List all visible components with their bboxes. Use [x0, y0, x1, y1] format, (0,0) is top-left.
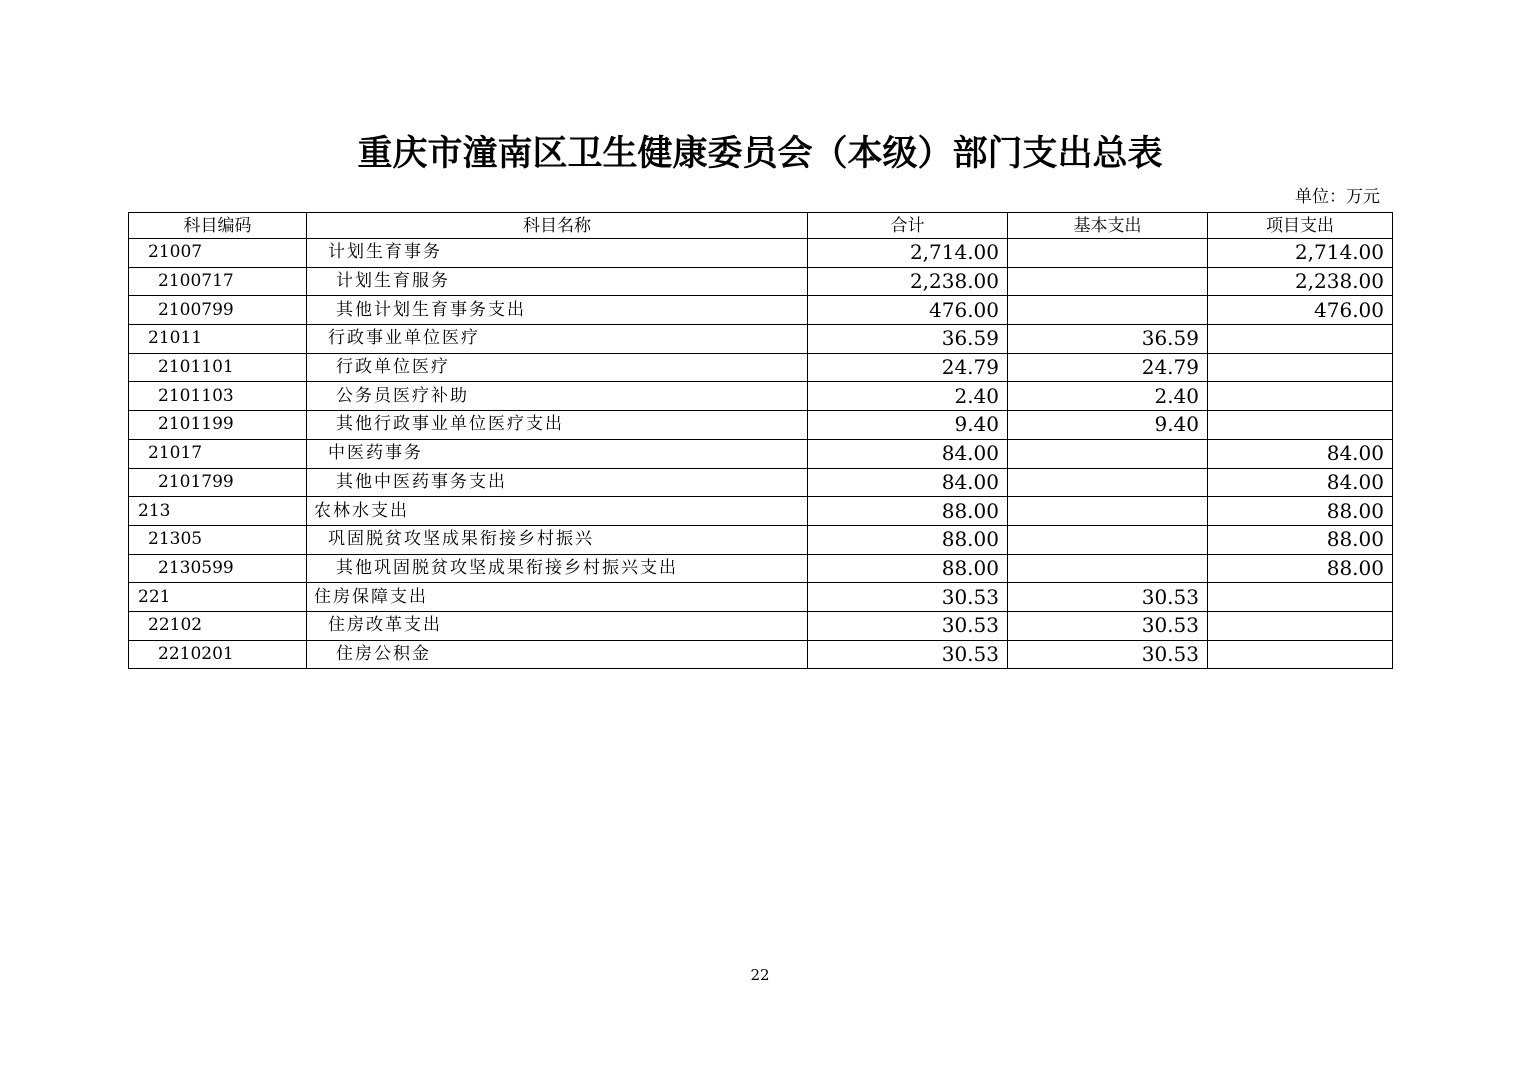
column-header-basic: 基本支出	[1008, 213, 1208, 239]
cell-basic: 30.53	[1008, 583, 1208, 612]
cell-basic: 30.53	[1008, 611, 1208, 640]
cell-total: 84.00	[808, 468, 1008, 497]
cell-basic	[1008, 267, 1208, 296]
cell-basic: 2.40	[1008, 382, 1208, 411]
cell-code: 2100717	[129, 267, 307, 296]
cell-total: 88.00	[808, 525, 1008, 554]
cell-name: 计划生育事务	[307, 239, 808, 268]
page-title: 重庆市潼南区卫生健康委员会（本级）部门支出总表	[357, 134, 1163, 174]
cell-code: 221	[129, 583, 307, 612]
cell-name: 其他巩固脱贫攻坚成果衔接乡村振兴支出	[307, 554, 808, 583]
page-number: 22	[750, 966, 770, 984]
cell-name: 行政事业单位医疗	[307, 325, 808, 354]
cell-total: 476.00	[808, 296, 1008, 325]
cell-total: 30.53	[808, 611, 1008, 640]
cell-project: 2,238.00	[1208, 267, 1393, 296]
cell-project: 88.00	[1208, 525, 1393, 554]
cell-code: 2210201	[129, 640, 307, 669]
cell-name: 农林水支出	[307, 497, 808, 526]
cell-total: 30.53	[808, 640, 1008, 669]
cell-code: 2101799	[129, 468, 307, 497]
table-row	[129, 497, 1393, 526]
table-row	[129, 640, 1393, 669]
cell-name: 行政单位医疗	[307, 353, 808, 382]
cell-project: 2,714.00	[1208, 239, 1393, 268]
table-row	[129, 583, 1393, 612]
expenditure-table	[128, 212, 1393, 669]
cell-project	[1208, 640, 1393, 669]
table-row	[129, 525, 1393, 554]
cell-name: 住房公积金	[307, 640, 808, 669]
cell-basic: 24.79	[1008, 353, 1208, 382]
cell-project	[1208, 411, 1393, 440]
cell-basic	[1008, 497, 1208, 526]
table-row	[129, 468, 1393, 497]
cell-basic	[1008, 554, 1208, 583]
unit-label: 单位：万元	[1295, 187, 1380, 207]
cell-name: 计划生育服务	[307, 267, 808, 296]
cell-code: 2101199	[129, 411, 307, 440]
cell-basic	[1008, 439, 1208, 468]
cell-total: 2,714.00	[808, 239, 1008, 268]
cell-name: 其他中医药事务支出	[307, 468, 808, 497]
cell-total: 30.53	[808, 583, 1008, 612]
table-row	[129, 554, 1393, 583]
cell-code: 21305	[129, 525, 307, 554]
cell-project	[1208, 382, 1393, 411]
cell-code: 21017	[129, 439, 307, 468]
cell-code: 2130599	[129, 554, 307, 583]
cell-project: 84.00	[1208, 468, 1393, 497]
cell-project	[1208, 325, 1393, 354]
cell-name: 巩固脱贫攻坚成果衔接乡村振兴	[307, 525, 808, 554]
cell-code: 2100799	[129, 296, 307, 325]
column-header-project: 项目支出	[1208, 213, 1393, 239]
cell-total: 24.79	[808, 353, 1008, 382]
cell-total: 84.00	[808, 439, 1008, 468]
cell-name: 住房改革支出	[307, 611, 808, 640]
cell-total: 9.40	[808, 411, 1008, 440]
cell-code: 21011	[129, 325, 307, 354]
table-row	[129, 267, 1393, 296]
cell-project: 88.00	[1208, 497, 1393, 526]
table-row	[129, 353, 1393, 382]
cell-basic: 9.40	[1008, 411, 1208, 440]
table-row	[129, 411, 1393, 440]
column-header-code: 科目编码	[129, 213, 307, 239]
cell-project: 476.00	[1208, 296, 1393, 325]
cell-total: 2.40	[808, 382, 1008, 411]
cell-project	[1208, 583, 1393, 612]
cell-name: 公务员医疗补助	[307, 382, 808, 411]
column-header-name: 科目名称	[307, 213, 808, 239]
cell-code: 2101101	[129, 353, 307, 382]
cell-code: 213	[129, 497, 307, 526]
column-header-total: 合计	[808, 213, 1008, 239]
cell-name: 住房保障支出	[307, 583, 808, 612]
cell-name: 其他计划生育事务支出	[307, 296, 808, 325]
cell-project: 84.00	[1208, 439, 1393, 468]
cell-code: 22102	[129, 611, 307, 640]
cell-total: 36.59	[808, 325, 1008, 354]
table-row	[129, 611, 1393, 640]
table-row	[129, 296, 1393, 325]
cell-code: 2101103	[129, 382, 307, 411]
cell-code: 21007	[129, 239, 307, 268]
table-row	[129, 382, 1393, 411]
cell-basic	[1008, 468, 1208, 497]
cell-project	[1208, 353, 1393, 382]
cell-basic: 36.59	[1008, 325, 1208, 354]
table-row	[129, 239, 1393, 268]
table-header-row	[129, 213, 1393, 239]
cell-basic	[1008, 525, 1208, 554]
cell-total: 2,238.00	[808, 267, 1008, 296]
table-row	[129, 439, 1393, 468]
table-row	[129, 325, 1393, 354]
cell-basic	[1008, 296, 1208, 325]
cell-name: 其他行政事业单位医疗支出	[307, 411, 808, 440]
cell-total: 88.00	[808, 497, 1008, 526]
cell-basic	[1008, 239, 1208, 268]
cell-name: 中医药事务	[307, 439, 808, 468]
cell-basic: 30.53	[1008, 640, 1208, 669]
cell-project: 88.00	[1208, 554, 1393, 583]
cell-total: 88.00	[808, 554, 1008, 583]
cell-project	[1208, 611, 1393, 640]
